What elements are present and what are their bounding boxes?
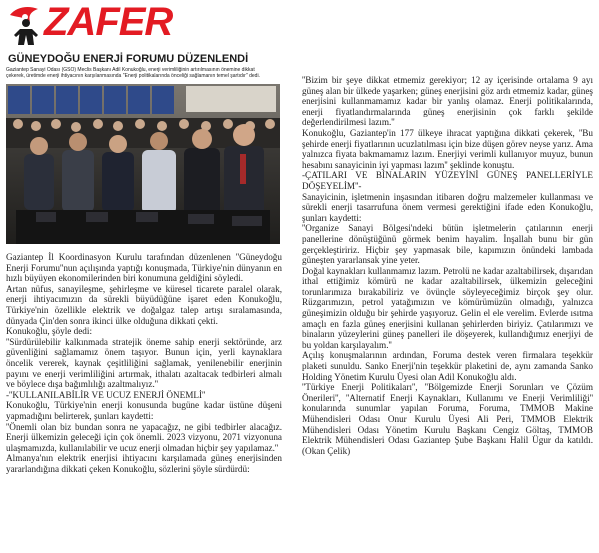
quote-paragraph: Doğal kaynakları kullanmamız lazım. Petrolü ne kadar azaltabilirsek, dışarıdan ithal ettiğimiz kömürü ne kadar azaltabilirsek, ülkemizin geleceğini torunlarımıza bırakabiliriz ve övünçle söyleyeceğimiz birçok şey olur. Rüzgarımızın, petrol yatağımızın ve kömürümüzün olmadığı, yalnızca güneşimizin olduğu bir şehirde yaşıyoruz. Gelin el ele verelim. Evlerde ısıtma amaçlı en fazla güneş enerjisini kullanan şehirlerden biriyiz. Çatılarımızı ve binaların yüzeylerini güneş panelleri ile döşeyerek, kullandığımız enerjiyi de bu yoldan karşılayalım.''	[302, 265, 593, 350]
conference-photo	[6, 84, 280, 244]
subheading: -''KULLANILABİLİR VE UCUZ ENERJİ ÖNEMLİ''	[6, 389, 206, 400]
right-column-text	[302, 75, 593, 456]
paragraph: Almanya'nın elektrik enerjisi ihtiyacını karşılamada güneş enerjisinden yararlandığına dikkati çeken Konukoğlu, sözlerini şöyle sürdürdü:	[6, 453, 282, 474]
conference-audience-photo-icon	[6, 84, 280, 244]
masthead	[4, 2, 218, 54]
paragraph: ''Türkiye Enerji Politikaları'', ''Bölgemizde Enerji Sorunları ve Çözüm Önerileri'', ''Alternatif Enerji Kaynakları, Kullanımı ve Enerji Verimliliği'' konularında sunumlar yapılan Foruma, Foruma, TMMOB Makine Mühendisleri Odası Onur Kurulu Üyesi Ali Peri, TMMOB Elektrik Mühendisleri Odası Yönetim Kurulu Başkanı Cengiz Göltaş, TMMOB Elektrik Mühendisleri Odası Gaziantep Şube Başkanı Halil Ügur da katıldı. (Okan Çelik)	[302, 382, 593, 456]
paragraph: Artan nüfus, sanayileşme, şehirleşme ve küresel ticarete paralel olarak, enerji ihtiyacımızın da sürekli büyüdüğüne işaret eden Konukoğlu, Türkiye'nin özellikle elektrik ve doğalgaz talep artışı sıralamasında, dünyada Çin'den sonra ikinci ülke olduğuna dikkati çekti.	[6, 283, 282, 326]
quote-paragraph: ''Bizim bir şeye dikkat etmemiz gerekiyor; 12 ay içerisinde ortalama 9 ayı güneş alan bir ülkede yaşarken; güneş enerjisini göz ardı etmemiz kadar, güneş enerjisini kullanmamamız kadar bir yanlış olamaz. Enerji politikalarında, enerji fiyatlandırmalarında güneş enerjisinin çok farklı şekilde değerlendirilmesi lazım.''	[302, 75, 593, 128]
quote-paragraph: ''Sürdürülebilir kalkınmada stratejik öneme sahip enerji sektöründe, arz güvenliğini sağlamamız önem taşıyor. Bunun için, yerli kaynaklara öncelik vererek, kaynak çeşitliliğini sağlamak, yenilenebilir enerjinin payını ve enerji verimliliğini artırmak, ithalatı azaltacak tedbirleri almalı ve böylece dışa bağımlılığı azaltmalıyız.''	[6, 336, 282, 390]
paragraph: Konukoğlu, Türkiye'nin enerji konusunda bugüne kadar üstüne düşeni yapmadığını belirterek, şunları kaydetti:	[6, 400, 282, 421]
paragraph: Konukoğlu, Gaziantep'in 177 ülkeye ihracat yaptığına dikkati çekerek, ''Bu şehirde enerji fiyatlarının ucuzlatılması için bize düşen görev neyse yarız. Ama yalnızca fiyata bakmamamız lazım. Enerjiyi verimli kullanıyor muyuz, bunun hesabını sanayicinin iyi yapması lazım'' şeklinde konuştu.	[302, 127, 593, 170]
article-caption: Gaziantep Sanayi Odası (GSO) Meclis Başkanı Adil Konukoğlu, enerji verimliliğinin artırılmasının önemine dikkat çekerek, üretimde enerji ihtiyacının karşılanmasında ''Enerji politikalarında önceliği sağlamanın temel şartıdır'' dedi.	[6, 67, 260, 79]
zafer-logo-icon	[8, 5, 44, 45]
paragraph: Sanayicinin, işletmenin inşasından itibaren doğru malzemeler kullanması ve sürekli enerji tasarrufuna önem vermesi gerektiğini ifade eden Konukoğlu, şunları kaydetti:	[302, 191, 593, 223]
article-headline: GÜNEYDOĞU ENERJİ FORUMU DÜZENLENDİ	[8, 53, 249, 65]
paragraph: Gaziantep İl Koordinasyon Kurulu tarafından düzenlenen ''Güneydoğu Enerji Forumu''nun açılışında yaptığı konuşmada, Türkiye'nin dünyanın en hızlı büyüyen ekonomilerinden biri konumuna geldiğini söyledi.	[6, 252, 282, 284]
paragraph: Konukoğlu, şöyle dedi:	[6, 326, 92, 337]
subheading: -ÇATILARI VE BİNALARIN YÜZEYİNİ GÜNEŞ PANELLERİYLE DÖŞEYELİM''-	[302, 170, 593, 191]
publication-name: ZAFER	[44, 0, 173, 44]
quote-paragraph: ''Önemli olan biz bundan sonra ne yapacağız, ne gibi tedbirler alacağız. Enerji ülkemizin geleceği için çok önemli. 2023 vizyonu, 2071 vizyonuna ulaşmamızda, kullanılabilir ve ucuz enerji olmadan hiçbir şey yapılamaz.''	[6, 421, 282, 453]
quote-paragraph: ''Organize Sanayi Bölgesi'ndeki bütün işletmelerin çatılarının enerji panellerine dönüştüğünü görmek benim hayalim. İnşallah bunu bir gün gerçekleştiririz. Hiçbir şey yapmasak bile, kapımızın önündeki lambada güneşten yararlansak yine yeter.	[302, 223, 593, 266]
left-column-text	[6, 252, 282, 474]
paragraph: Açılış konuşmalarının ardından, Foruma destek veren firmalara teşekkür plaketi sunuldu. Sanko Enerji'nin teşekkür plaketini de, aynı zamanda Sanko Holding Yönetim Kurulu Üyesi olan Adil Konukoğlu aldı.	[302, 350, 593, 382]
